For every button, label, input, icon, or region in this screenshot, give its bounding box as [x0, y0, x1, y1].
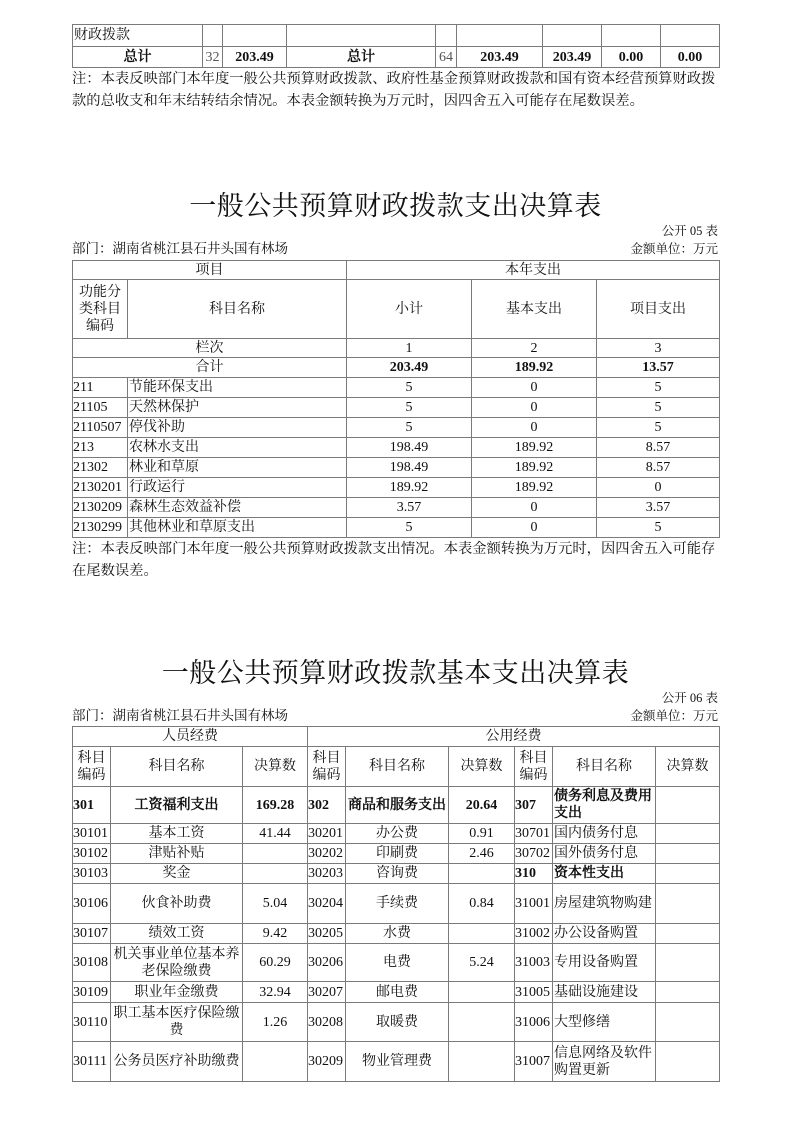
other-name: 资本性支出 — [553, 864, 656, 884]
header-name: 科目名称 — [346, 747, 449, 787]
other-amount — [656, 824, 720, 844]
item-subtotal: 5 — [347, 418, 472, 438]
cell — [602, 25, 661, 47]
cell — [203, 25, 223, 47]
personnel-name: 奖金 — [111, 864, 243, 884]
header-row — [73, 727, 720, 747]
other-amount — [656, 884, 720, 924]
public-name: 邮电费 — [346, 982, 449, 1003]
other-code: 31007 — [515, 1042, 553, 1082]
item-project: 8.57 — [597, 438, 720, 458]
public-code: 30204 — [308, 884, 346, 924]
total-row — [73, 358, 720, 378]
public-name: 印刷费 — [346, 844, 449, 864]
other-code: 31006 — [515, 1003, 553, 1042]
item-name: 森林生态效益补偿 — [128, 498, 347, 518]
public-name: 手续费 — [346, 884, 449, 924]
other-name: 房屋建筑物购建 — [553, 884, 656, 924]
table06-code: 公开 06 表 — [661, 691, 718, 705]
row-label: 财政拨款 — [73, 25, 203, 47]
table06-title: 一般公共预算财政拨款基本支出决算表 — [161, 658, 630, 688]
cell — [543, 25, 602, 47]
other-name: 专用设备购置 — [553, 944, 656, 982]
public-name: 办公费 — [346, 824, 449, 844]
item-code: 21302 — [73, 458, 128, 478]
public-code: 30206 — [308, 944, 346, 982]
other-amount — [656, 1042, 720, 1082]
personnel-name: 津贴补贴 — [111, 844, 243, 864]
item-subtotal: 5 — [347, 518, 472, 538]
personnel-code: 30101 — [73, 824, 111, 844]
header-code: 科目编码 — [73, 747, 111, 787]
personnel-amount: 1.26 — [243, 1003, 308, 1042]
table05-note: 注：本表反映部门本年度一般公共预算财政拨款支出情况。本表金额转换为万元时，因四舍五入可能存在尾数误差。 — [72, 541, 716, 579]
item-name: 其他林业和草原支出 — [128, 518, 347, 538]
public-name: 商品和服务支出 — [346, 787, 449, 824]
personnel-name: 职工基本医疗保险缴费 — [111, 1003, 243, 1042]
total-row — [73, 47, 720, 68]
other-amount — [656, 944, 720, 982]
table05-department: 部门：湖南省桃江县石井头国有林场 — [72, 241, 288, 256]
public-code: 30207 — [308, 982, 346, 1003]
item-project: 5 — [597, 518, 720, 538]
column-number-row — [73, 339, 720, 358]
other-code: 31003 — [515, 944, 553, 982]
public-amount — [449, 864, 515, 884]
personnel-name: 伙食补助费 — [111, 884, 243, 924]
table-row — [73, 498, 720, 518]
item-subtotal: 3.57 — [347, 498, 472, 518]
table-row — [73, 924, 720, 944]
other-amount — [656, 844, 720, 864]
public-amount — [449, 1003, 515, 1042]
personnel-code: 30108 — [73, 944, 111, 982]
cell — [223, 25, 287, 47]
item-code: 2110507 — [73, 418, 128, 438]
cell — [661, 25, 720, 47]
personnel-name: 绩效工资 — [111, 924, 243, 944]
personnel-amount: 41.44 — [243, 824, 308, 844]
item-name: 林业和草原 — [128, 458, 347, 478]
other-amount — [656, 1003, 720, 1042]
fiscal-summary-table — [72, 24, 720, 68]
public-code: 30208 — [308, 1003, 346, 1042]
personnel-amount: 60.29 — [243, 944, 308, 982]
personnel-code: 30106 — [73, 884, 111, 924]
expense-total-value: 203.49 — [457, 47, 543, 68]
total-project: 13.57 — [597, 358, 720, 378]
item-project: 3.57 — [597, 498, 720, 518]
total-subtotal: 203.49 — [347, 358, 472, 378]
personnel-name: 公务员医疗补助缴费 — [111, 1042, 243, 1082]
header-amount: 决算数 — [656, 747, 720, 787]
column-no: 1 — [347, 339, 472, 358]
header-code: 科目编码 — [308, 747, 346, 787]
document-page — [72, 0, 719, 1082]
item-code: 21105 — [73, 398, 128, 418]
item-subtotal: 189.92 — [347, 478, 472, 498]
header-row — [73, 280, 720, 339]
header-amount: 决算数 — [243, 747, 308, 787]
table06 — [72, 726, 720, 1082]
public-amount: 0.84 — [449, 884, 515, 924]
table-row — [73, 982, 720, 1003]
table-row — [73, 458, 720, 478]
personnel-code: 30102 — [73, 844, 111, 864]
table-row — [73, 378, 720, 398]
public-code: 30203 — [308, 864, 346, 884]
other-name: 债务利息及费用支出 — [553, 787, 656, 824]
public-code: 30205 — [308, 924, 346, 944]
header-func-code: 功能分类科目编码 — [73, 280, 128, 339]
header-name: 科目名称 — [553, 747, 656, 787]
table05 — [72, 260, 720, 538]
item-subtotal: 5 — [347, 378, 472, 398]
personnel-code: 30107 — [73, 924, 111, 944]
table06-department: 部门：湖南省桃江县石井头国有林场 — [72, 708, 288, 723]
other-name: 基础设施建设 — [553, 982, 656, 1003]
other-code: 30702 — [515, 844, 553, 864]
personnel-name: 基本工资 — [111, 824, 243, 844]
table05-unit: 金额单位：万元 — [630, 242, 718, 256]
cell — [287, 25, 436, 47]
personnel-code: 301 — [73, 787, 111, 824]
item-subtotal: 198.49 — [347, 458, 472, 478]
header-project-expense: 项目支出 — [597, 280, 720, 339]
item-name: 农林水支出 — [128, 438, 347, 458]
table-row — [73, 518, 720, 538]
table05-code: 公开 05 表 — [661, 224, 718, 238]
personnel-amount: 5.04 — [243, 884, 308, 924]
table06-meta-line — [72, 707, 719, 725]
other-code: 310 — [515, 864, 553, 884]
personnel-code: 30103 — [73, 864, 111, 884]
header-row — [73, 747, 720, 787]
column-no: 3 — [597, 339, 720, 358]
header-item-name: 科目名称 — [128, 280, 347, 339]
item-project: 5 — [597, 398, 720, 418]
other-code: 31002 — [515, 924, 553, 944]
item-subtotal: 5 — [347, 398, 472, 418]
public-code: 30209 — [308, 1042, 346, 1082]
personnel-name: 机关事业单位基本养老保险缴费 — [111, 944, 243, 982]
item-name: 节能环保支出 — [128, 378, 347, 398]
column-no-label: 栏次 — [73, 339, 347, 358]
personnel-name: 工资福利支出 — [111, 787, 243, 824]
header-amount: 决算数 — [449, 747, 515, 787]
personnel-amount: 169.28 — [243, 787, 308, 824]
other-code: 30701 — [515, 824, 553, 844]
table-row — [73, 864, 720, 884]
personnel-code: 30109 — [73, 982, 111, 1003]
header-row — [73, 261, 720, 280]
item-subtotal: 198.49 — [347, 438, 472, 458]
other-amount — [656, 982, 720, 1003]
other-name: 大型修缮 — [553, 1003, 656, 1042]
table-row — [73, 1042, 720, 1082]
public-code: 30201 — [308, 824, 346, 844]
category-row — [73, 787, 720, 824]
item-name: 停伐补助 — [128, 418, 347, 438]
item-code: 2130209 — [73, 498, 128, 518]
other-amount — [656, 924, 720, 944]
cell — [436, 25, 457, 47]
total-basic: 189.92 — [472, 358, 597, 378]
table-row — [73, 884, 720, 924]
other-name: 国内债务付息 — [553, 824, 656, 844]
item-basic: 189.92 — [472, 458, 597, 478]
expense-line-no: 64 — [436, 47, 457, 68]
item-basic: 189.92 — [472, 478, 597, 498]
public-amount: 20.64 — [449, 787, 515, 824]
table05-title: 一般公共预算财政拨款支出决算表 — [189, 191, 602, 221]
item-project: 0 — [597, 478, 720, 498]
public-name: 电费 — [346, 944, 449, 982]
header-public: 公用经费 — [308, 727, 720, 747]
item-basic: 0 — [472, 378, 597, 398]
public-amount: 0.91 — [449, 824, 515, 844]
other-name: 办公设备购置 — [553, 924, 656, 944]
column-no: 2 — [472, 339, 597, 358]
expense-total-label: 总计 — [287, 47, 436, 68]
header-subtotal: 小计 — [347, 280, 472, 339]
other-amount — [656, 787, 720, 824]
personnel-amount — [243, 864, 308, 884]
public-code: 302 — [308, 787, 346, 824]
table05-meta-line — [72, 240, 719, 258]
table-row — [73, 844, 720, 864]
item-code: 2130299 — [73, 518, 128, 538]
income-line-no: 32 — [203, 47, 223, 68]
income-total-value: 203.49 — [223, 47, 287, 68]
public-name: 咨询费 — [346, 864, 449, 884]
other-name: 信息网络及软件购置更新 — [553, 1042, 656, 1082]
item-project: 5 — [597, 378, 720, 398]
expense-total-value-3: 0.00 — [602, 47, 661, 68]
other-code: 307 — [515, 787, 553, 824]
item-basic: 0 — [472, 398, 597, 418]
item-project: 5 — [597, 418, 720, 438]
personnel-amount: 32.94 — [243, 982, 308, 1003]
public-name: 取暖费 — [346, 1003, 449, 1042]
other-code: 31005 — [515, 982, 553, 1003]
table-row — [73, 418, 720, 438]
header-project: 项目 — [73, 261, 347, 280]
expense-total-value-2: 203.49 — [543, 47, 602, 68]
other-amount — [656, 864, 720, 884]
public-amount — [449, 1042, 515, 1082]
item-code: 2130201 — [73, 478, 128, 498]
table06-unit: 金额单位：万元 — [630, 709, 718, 723]
expense-total-value-4: 0.00 — [661, 47, 720, 68]
table-row — [73, 824, 720, 844]
table-row — [73, 25, 720, 47]
item-project: 8.57 — [597, 458, 720, 478]
personnel-name: 职业年金缴费 — [111, 982, 243, 1003]
personnel-amount: 9.42 — [243, 924, 308, 944]
item-code: 211 — [73, 378, 128, 398]
item-basic: 0 — [472, 418, 597, 438]
other-code: 31001 — [515, 884, 553, 924]
table-row — [73, 1003, 720, 1042]
personnel-code: 30111 — [73, 1042, 111, 1082]
public-name: 水费 — [346, 924, 449, 944]
item-basic: 0 — [472, 498, 597, 518]
personnel-code: 30110 — [73, 1003, 111, 1042]
item-code: 213 — [73, 438, 128, 458]
item-name: 行政运行 — [128, 478, 347, 498]
cell — [457, 25, 543, 47]
public-amount — [449, 924, 515, 944]
table-row — [73, 438, 720, 458]
public-name: 物业管理费 — [346, 1042, 449, 1082]
public-amount — [449, 982, 515, 1003]
item-name: 天然林保护 — [128, 398, 347, 418]
header-personnel: 人员经费 — [73, 727, 308, 747]
income-total-label: 总计 — [73, 47, 203, 68]
header-code: 科目编码 — [515, 747, 553, 787]
public-amount: 2.46 — [449, 844, 515, 864]
header-current-year-expense: 本年支出 — [347, 261, 720, 280]
other-name: 国外债务付息 — [553, 844, 656, 864]
public-amount: 5.24 — [449, 944, 515, 982]
personnel-amount — [243, 844, 308, 864]
table-row — [73, 944, 720, 982]
table-row — [73, 478, 720, 498]
personnel-amount — [243, 1042, 308, 1082]
header-name: 科目名称 — [111, 747, 243, 787]
public-code: 30202 — [308, 844, 346, 864]
summary-note: 注：本表反映部门本年度一般公共预算财政拨款、政府性基金预算财政拨款和国有资本经营预算财政拨款的总收支和年末结转结余情况。本表金额转换为万元时，因四舍五入可能存在尾数误差。 — [72, 71, 716, 109]
item-basic: 189.92 — [472, 438, 597, 458]
header-basic: 基本支出 — [472, 280, 597, 339]
item-basic: 0 — [472, 518, 597, 538]
total-label: 合计 — [73, 358, 347, 378]
table-row — [73, 398, 720, 418]
